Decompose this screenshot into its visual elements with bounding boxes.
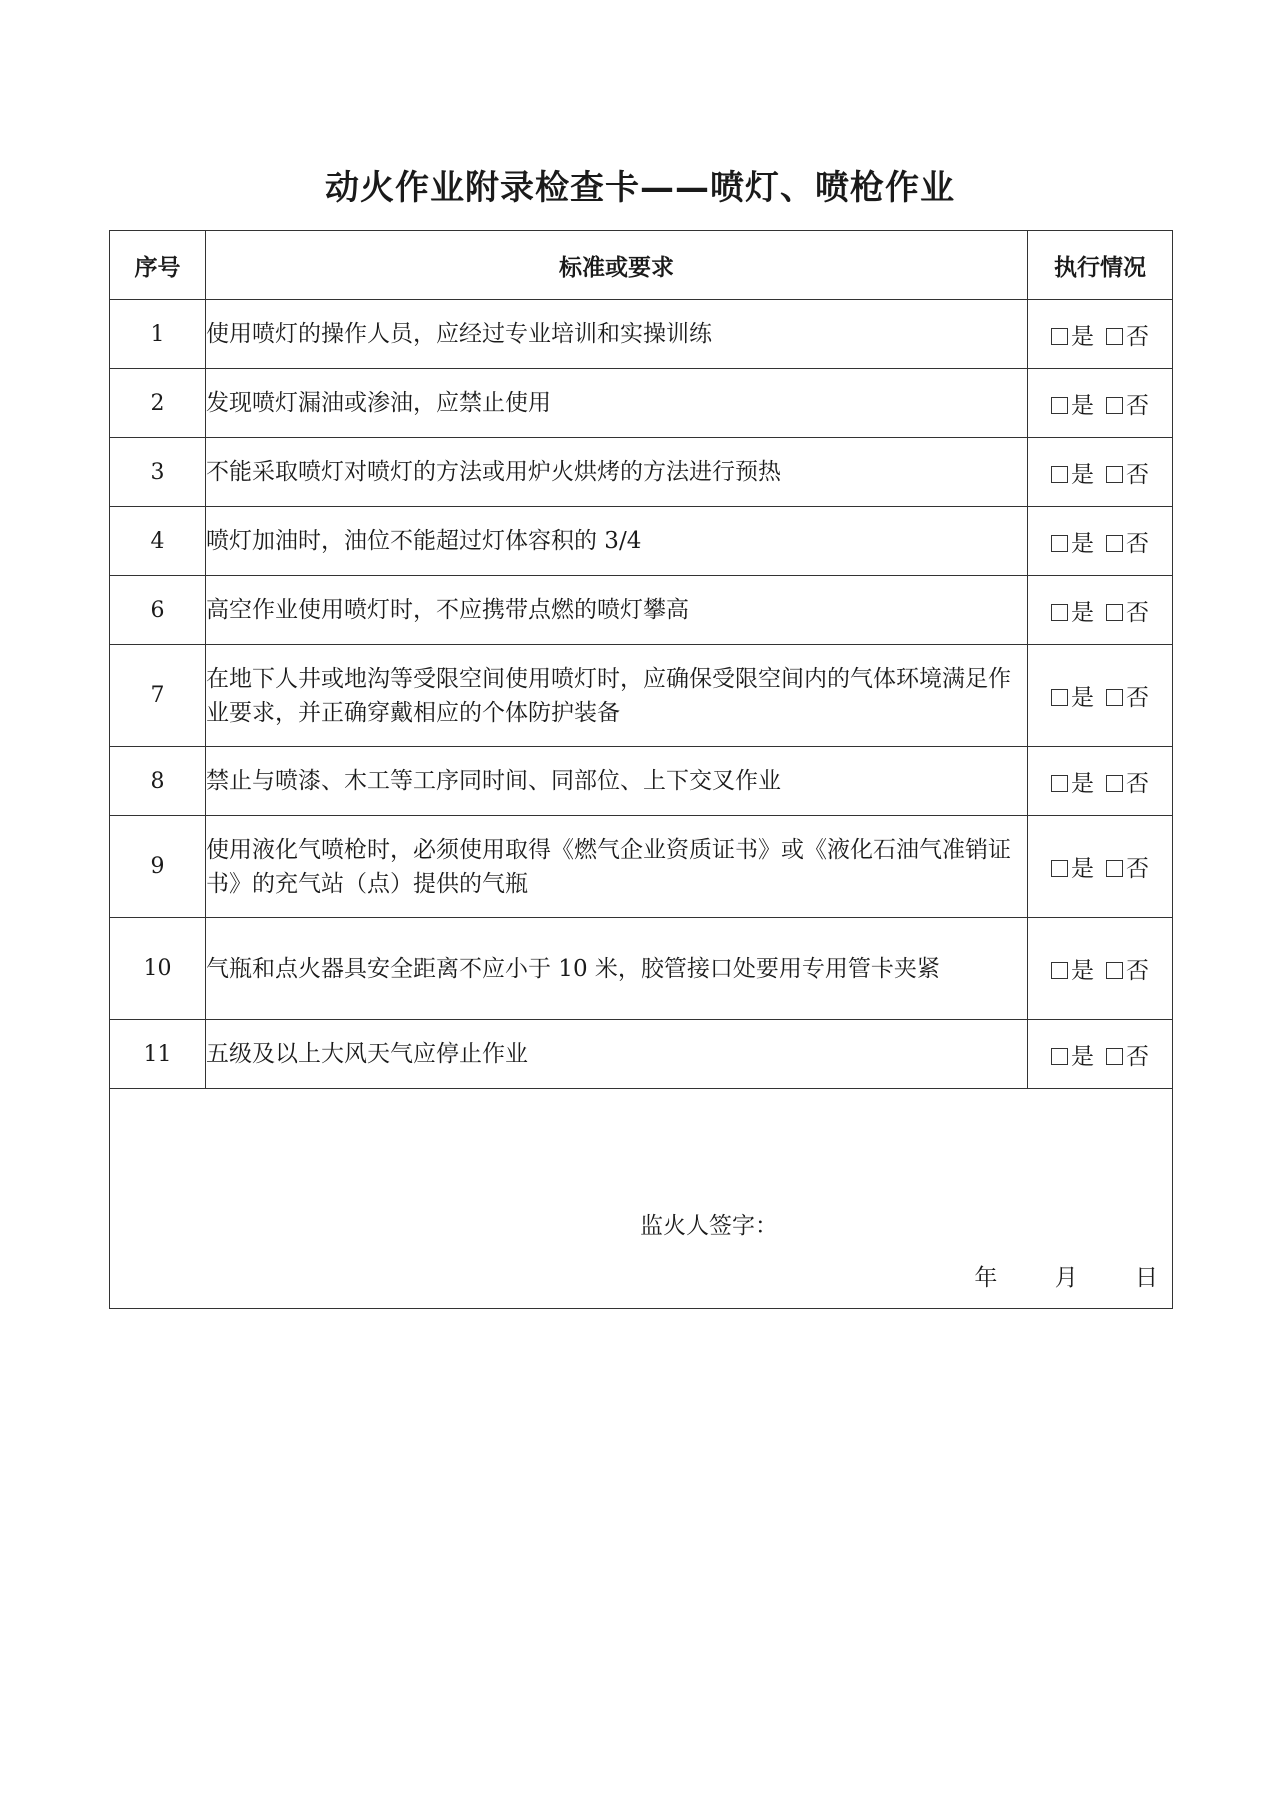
row-execution (1028, 369, 1173, 438)
yes-label: 是 (1071, 770, 1094, 797)
no-checkbox[interactable] (1106, 535, 1123, 552)
yes-option[interactable] (1051, 850, 1094, 883)
no-label: 否 (1126, 599, 1149, 626)
no-checkbox[interactable] (1106, 962, 1123, 979)
no-label: 否 (1126, 958, 1149, 984)
table-row (110, 918, 1173, 1020)
row-requirement: 不能采取喷灯对喷灯的方法或用炉火烘烤的方法进行预热 (206, 438, 1028, 507)
yes-checkbox[interactable] (1051, 535, 1068, 552)
yes-checkbox[interactable] (1051, 604, 1068, 621)
no-label: 否 (1126, 530, 1149, 557)
row-execution (1028, 645, 1173, 747)
row-requirement: 发现喷灯漏油或渗油，应禁止使用 (206, 369, 1028, 438)
row-number: 1 (110, 300, 206, 369)
row-requirement: 喷灯加油时，油位不能超过灯体容积的 3/4 (206, 507, 1028, 576)
yes-checkbox[interactable] (1051, 689, 1068, 706)
no-checkbox[interactable] (1106, 466, 1123, 483)
table-row (110, 645, 1173, 747)
row-number: 2 (110, 369, 206, 438)
row-number: 3 (110, 438, 206, 507)
row-execution (1028, 816, 1173, 918)
yes-option[interactable] (1051, 525, 1094, 558)
yes-label: 是 (1071, 530, 1094, 557)
no-label: 否 (1126, 770, 1149, 797)
row-number: 4 (110, 507, 206, 576)
no-label: 否 (1126, 685, 1149, 711)
yes-option[interactable] (1051, 594, 1094, 627)
yes-label: 是 (1071, 958, 1094, 984)
row-execution (1028, 747, 1173, 816)
table-row (110, 300, 1173, 369)
no-checkbox[interactable] (1106, 604, 1123, 621)
yes-label: 是 (1071, 461, 1094, 488)
checklist-rows (110, 300, 1173, 1089)
no-option[interactable] (1106, 456, 1149, 489)
yes-option[interactable] (1051, 318, 1094, 351)
no-option[interactable] (1106, 850, 1149, 883)
row-requirement: 使用喷灯的操作人员，应经过专业培训和实操训练 (206, 300, 1028, 369)
yes-label: 是 (1071, 392, 1094, 419)
row-number: 10 (110, 918, 206, 1020)
no-option[interactable] (1106, 1038, 1149, 1071)
table-row (110, 816, 1173, 918)
row-requirement: 使用液化气喷枪时，必须使用取得《燃气企业资质证书》或《液化石油气准销证书》的充气站（点）提供的气瓶 (206, 816, 1028, 918)
yes-option[interactable] (1051, 1038, 1094, 1071)
no-checkbox[interactable] (1106, 397, 1123, 414)
row-number: 8 (110, 747, 206, 816)
no-option[interactable] (1106, 525, 1149, 558)
table-row (110, 507, 1173, 576)
yes-option[interactable] (1051, 765, 1094, 798)
checklist-table (109, 230, 1173, 1309)
header-requirement: 标准或要求 (206, 231, 1028, 300)
table-row (110, 747, 1173, 816)
table-row (110, 438, 1173, 507)
yes-checkbox[interactable] (1051, 775, 1068, 792)
yes-checkbox[interactable] (1051, 466, 1068, 483)
yes-option[interactable] (1051, 952, 1094, 985)
row-requirement: 五级及以上大风天气应停止作业 (206, 1020, 1028, 1089)
header-execution: 执行情况 (1028, 231, 1173, 300)
no-label: 否 (1126, 461, 1149, 488)
no-option[interactable] (1106, 594, 1149, 627)
no-option[interactable] (1106, 318, 1149, 351)
date-month-label: 月 (1054, 1265, 1078, 1291)
no-label: 否 (1126, 392, 1149, 419)
yes-label: 是 (1071, 856, 1094, 882)
yes-label: 是 (1071, 323, 1094, 350)
table-row (110, 576, 1173, 645)
signature-date (924, 1259, 1158, 1292)
yes-checkbox[interactable] (1051, 328, 1068, 345)
row-number: 9 (110, 816, 206, 918)
row-number: 7 (110, 645, 206, 747)
row-execution (1028, 918, 1173, 1020)
yes-label: 是 (1071, 685, 1094, 711)
yes-checkbox[interactable] (1051, 860, 1068, 877)
yes-label: 是 (1071, 1043, 1094, 1070)
yes-option[interactable] (1051, 387, 1094, 420)
row-execution (1028, 438, 1173, 507)
no-option[interactable] (1106, 387, 1149, 420)
no-label: 否 (1126, 1043, 1149, 1070)
row-number: 6 (110, 576, 206, 645)
row-requirement: 高空作业使用喷灯时，不应携带点燃的喷灯攀高 (206, 576, 1028, 645)
no-checkbox[interactable] (1106, 328, 1123, 345)
row-requirement: 禁止与喷漆、木工等工序同时间、同部位、上下交叉作业 (206, 747, 1028, 816)
yes-option[interactable] (1051, 679, 1094, 712)
table-row (110, 1020, 1173, 1089)
yes-option[interactable] (1051, 456, 1094, 489)
no-option[interactable] (1106, 952, 1149, 985)
supervisor-signature-label: 监火人签字： (640, 1213, 778, 1239)
row-requirement: 气瓶和点火器具安全距离不应小于 10 米，胶管接口处要用专用管卡夹紧 (206, 918, 1028, 1020)
signature-area (110, 1089, 1173, 1309)
row-number: 11 (110, 1020, 206, 1089)
yes-checkbox[interactable] (1051, 397, 1068, 414)
no-label: 否 (1126, 856, 1149, 882)
date-year-label: 年 (974, 1265, 998, 1291)
document-title: 动火作业附录检查卡——喷灯、喷枪作业 (325, 168, 955, 208)
no-checkbox[interactable] (1106, 775, 1123, 792)
signature-row (110, 1089, 1173, 1309)
no-checkbox[interactable] (1106, 689, 1123, 706)
header-row (110, 231, 1173, 300)
row-execution (1028, 507, 1173, 576)
no-option[interactable] (1106, 679, 1149, 712)
no-label: 否 (1126, 323, 1149, 350)
table-row (110, 369, 1173, 438)
no-option[interactable] (1106, 765, 1149, 798)
yes-label: 是 (1071, 599, 1094, 626)
row-requirement: 在地下人井或地沟等受限空间使用喷灯时，应确保受限空间内的气体环境满足作业要求，并正确穿戴相应的个体防护装备 (206, 645, 1028, 747)
no-checkbox[interactable] (1106, 1048, 1123, 1065)
no-checkbox[interactable] (1106, 860, 1123, 877)
row-execution (1028, 1020, 1173, 1089)
header-num: 序号 (110, 231, 206, 300)
yes-checkbox[interactable] (1051, 1048, 1068, 1065)
date-day-label: 日 (1135, 1265, 1158, 1291)
row-execution (1028, 300, 1173, 369)
yes-checkbox[interactable] (1051, 962, 1068, 979)
row-execution (1028, 576, 1173, 645)
